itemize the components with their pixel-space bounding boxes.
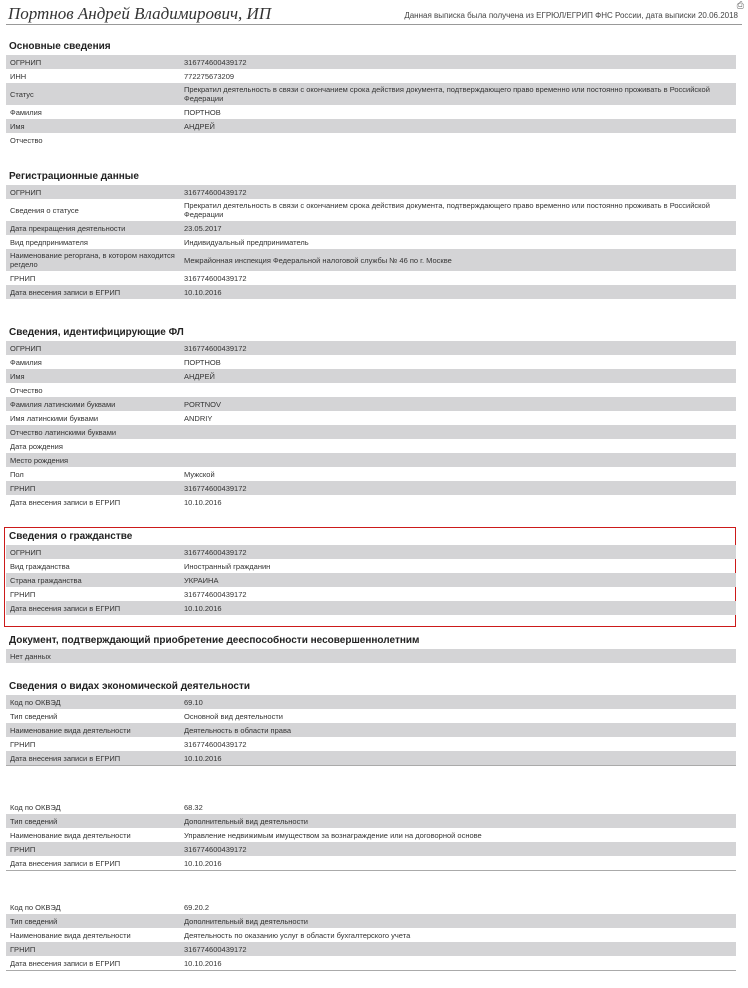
entrepreneur-name: Портнов Андрей Владимирович, ИП <box>8 4 272 23</box>
table-row <box>6 383 736 397</box>
table-row <box>6 737 736 751</box>
okved-block-additional-1 <box>6 800 736 871</box>
field-value: АНДРЕЙ <box>184 121 215 131</box>
field-label: Отчество <box>10 385 43 395</box>
field-label: Место рождения <box>10 455 69 465</box>
field-value: Дополнительный вид деятельности <box>184 916 308 926</box>
table-row <box>6 828 736 842</box>
field-value: 10.10.2016 <box>184 753 222 763</box>
table-row <box>6 271 736 285</box>
field-value: 316774600439172 <box>184 273 247 283</box>
table-row <box>6 856 736 870</box>
table-row <box>6 481 736 495</box>
field-value: PORTNOV <box>184 399 221 409</box>
table-row <box>6 105 736 119</box>
section-title: Сведения о видах экономической деятельности <box>9 681 251 692</box>
table-row <box>6 800 736 814</box>
field-value: 69.10 <box>184 697 203 707</box>
table-row <box>6 369 736 383</box>
section-registration-data <box>6 168 736 299</box>
table-row <box>6 928 736 942</box>
table-row <box>6 199 736 221</box>
field-label: Пол <box>10 469 24 479</box>
field-value: Деятельность по оказанию услуг в области бухгалтерского учета <box>184 930 411 940</box>
printer-icon[interactable]: ⎙ <box>736 0 744 10</box>
field-value: 316774600439172 <box>184 187 247 197</box>
field-value: УКРАИНА <box>184 575 219 585</box>
table-row <box>6 133 736 147</box>
table-row <box>6 559 736 573</box>
table-row <box>6 601 736 615</box>
section-person-identification <box>6 324 736 509</box>
table-row <box>6 723 736 737</box>
field-value: 316774600439172 <box>184 57 247 67</box>
table-row <box>6 900 736 914</box>
field-value: 10.10.2016 <box>184 858 222 868</box>
okved-divider <box>6 765 736 766</box>
field-label: Дата внесения записи в ЕГРИП <box>10 497 121 507</box>
table-row <box>6 55 736 69</box>
field-label: ГРНИП <box>10 483 36 493</box>
table-row <box>6 411 736 425</box>
section-citizenship <box>6 528 736 615</box>
table-row <box>6 751 736 765</box>
field-label: Наименование вида деятельности <box>10 930 131 940</box>
table-row <box>6 649 736 663</box>
field-value: Межрайонная инспекция Федеральной налоговой службы № 46 по г. Москве <box>184 255 452 265</box>
field-label: Дата внесения записи в ЕГРИП <box>10 603 121 613</box>
table-row <box>6 956 736 970</box>
field-value: 10.10.2016 <box>184 497 222 507</box>
table-row <box>6 285 736 299</box>
field-value: Дополнительный вид деятельности <box>184 816 308 826</box>
table-row <box>6 221 736 235</box>
field-label: Фамилия латинскими буквами <box>10 399 116 409</box>
table-row <box>6 235 736 249</box>
field-label: Страна гражданства <box>10 575 82 585</box>
okved-divider <box>6 970 736 971</box>
field-label: Дата внесения записи в ЕГРИП <box>10 287 121 297</box>
field-value: 316774600439172 <box>184 739 247 749</box>
table-row <box>6 545 736 559</box>
section-legal-capacity-document <box>6 632 736 663</box>
field-label: Отчество латинскими буквами <box>10 427 117 437</box>
table-row <box>6 695 736 709</box>
okved-divider <box>6 870 736 871</box>
table-row <box>6 495 736 509</box>
table-row <box>6 467 736 481</box>
field-label: Статус <box>10 89 34 99</box>
table-row <box>6 842 736 856</box>
section-title: Регистрационные данные <box>9 171 139 182</box>
section-economic-activities <box>6 678 736 766</box>
field-label: Наименование вида деятельности <box>10 830 131 840</box>
field-value: 10.10.2016 <box>184 287 222 297</box>
section-title: Сведения о гражданстве <box>9 531 133 542</box>
field-label: Дата внесения записи в ЕГРИП <box>10 858 121 868</box>
field-label: ГРНИП <box>10 273 36 283</box>
section-title: Документ, подтверждающий приобретение дееспособности несовершеннолетним <box>9 635 420 646</box>
field-label: Фамилия <box>10 107 42 117</box>
field-label: Код по ОКВЭД <box>10 697 61 707</box>
field-label: Дата внесения записи в ЕГРИП <box>10 753 121 763</box>
section-title: Сведения, идентифицирующие ФЛ <box>9 327 184 338</box>
field-value: Управление недвижимым имуществом за вознаграждение или на договорной основе <box>184 830 482 840</box>
field-label: Код по ОКВЭД <box>10 902 61 912</box>
table-row <box>6 587 736 601</box>
field-label: ИНН <box>10 71 27 81</box>
extract-source-note: Данная выписка была получена из ЕГРЮЛ/ЕГРИП ФНС России, дата выписки 20.06.2018 <box>404 11 738 20</box>
field-value: 316774600439172 <box>184 944 247 954</box>
field-value: ПОРТНОВ <box>184 107 221 117</box>
header-divider <box>6 24 742 25</box>
table-row <box>6 249 736 271</box>
table-row <box>6 439 736 453</box>
field-value: ANDRIY <box>184 413 213 423</box>
table-row <box>6 397 736 411</box>
field-label: ГРНИП <box>10 589 36 599</box>
field-label: ГРНИП <box>10 739 36 749</box>
field-value: Мужской <box>184 469 215 479</box>
field-label: Имя <box>10 371 25 381</box>
field-label: ОГРНИП <box>10 547 42 557</box>
field-value: Индивидуальный предприниматель <box>184 237 309 247</box>
table-row <box>6 119 736 133</box>
field-label: Нет данных <box>10 651 51 661</box>
field-value: Основной вид деятельности <box>184 711 283 721</box>
field-value: 69.20.2 <box>184 902 210 912</box>
field-label: Отчество <box>10 135 43 145</box>
field-label: Вид гражданства <box>10 561 70 571</box>
field-value: Иностранный гражданин <box>184 561 271 571</box>
okved-block-additional-2 <box>6 900 736 971</box>
section-basic-info <box>6 38 736 147</box>
section-title: Основные сведения <box>9 41 111 52</box>
field-label: Дата прекращения деятельности <box>10 223 126 233</box>
field-label: Фамилия <box>10 357 42 367</box>
field-label: ГРНИП <box>10 944 36 954</box>
table-row <box>6 573 736 587</box>
field-value: 316774600439172 <box>184 547 247 557</box>
table-row <box>6 453 736 467</box>
table-row <box>6 69 736 83</box>
field-label: Тип сведений <box>10 711 58 721</box>
field-label: Сведения о статусе <box>10 205 79 215</box>
field-value: ПОРТНОВ <box>184 357 221 367</box>
field-value: 10.10.2016 <box>184 603 222 613</box>
field-value: 68.32 <box>184 802 203 812</box>
field-value: АНДРЕЙ <box>184 371 215 381</box>
field-label: Дата рождения <box>10 441 63 451</box>
field-label: Имя латинскими буквами <box>10 413 99 423</box>
table-row <box>6 425 736 439</box>
table-row <box>6 341 736 355</box>
field-value: 772275673209 <box>184 71 235 81</box>
field-label: ОГРНИП <box>10 187 42 197</box>
field-value: Деятельность в области права <box>184 725 292 735</box>
field-label: ОГРНИП <box>10 57 42 67</box>
field-value: 316774600439172 <box>184 483 247 493</box>
table-row <box>6 942 736 956</box>
field-value: 316774600439172 <box>184 343 247 353</box>
field-label: ОГРНИП <box>10 343 42 353</box>
field-value: 10.10.2016 <box>184 958 222 968</box>
field-label: Дата внесения записи в ЕГРИП <box>10 958 121 968</box>
field-label: Код по ОКВЭД <box>10 802 61 812</box>
table-row <box>6 914 736 928</box>
table-row <box>6 814 736 828</box>
field-value: 316774600439172 <box>184 589 247 599</box>
table-row <box>6 83 736 105</box>
table-row <box>6 355 736 369</box>
table-row <box>6 709 736 723</box>
field-label: Вид предпринимателя <box>10 237 88 247</box>
field-label: Наименование регоргана, в котором находится регдело <box>10 251 175 269</box>
field-value: 23.05.2017 <box>184 223 222 233</box>
field-label: Тип сведений <box>10 916 58 926</box>
field-value: Прекратил деятельность в связи с окончанием срока действия документа, подтверждающего право временно или постоянно проживать в Российской Федерации <box>184 85 710 103</box>
field-value: 316774600439172 <box>184 844 247 854</box>
field-label: Имя <box>10 121 25 131</box>
field-value: Прекратил деятельность в связи с окончанием срока действия документа, подтверждающего право временно или постоянно проживать в Российской Федерации <box>184 201 710 219</box>
field-label: ГРНИП <box>10 844 36 854</box>
field-label: Тип сведений <box>10 816 58 826</box>
field-label: Наименование вида деятельности <box>10 725 131 735</box>
table-row <box>6 185 736 199</box>
